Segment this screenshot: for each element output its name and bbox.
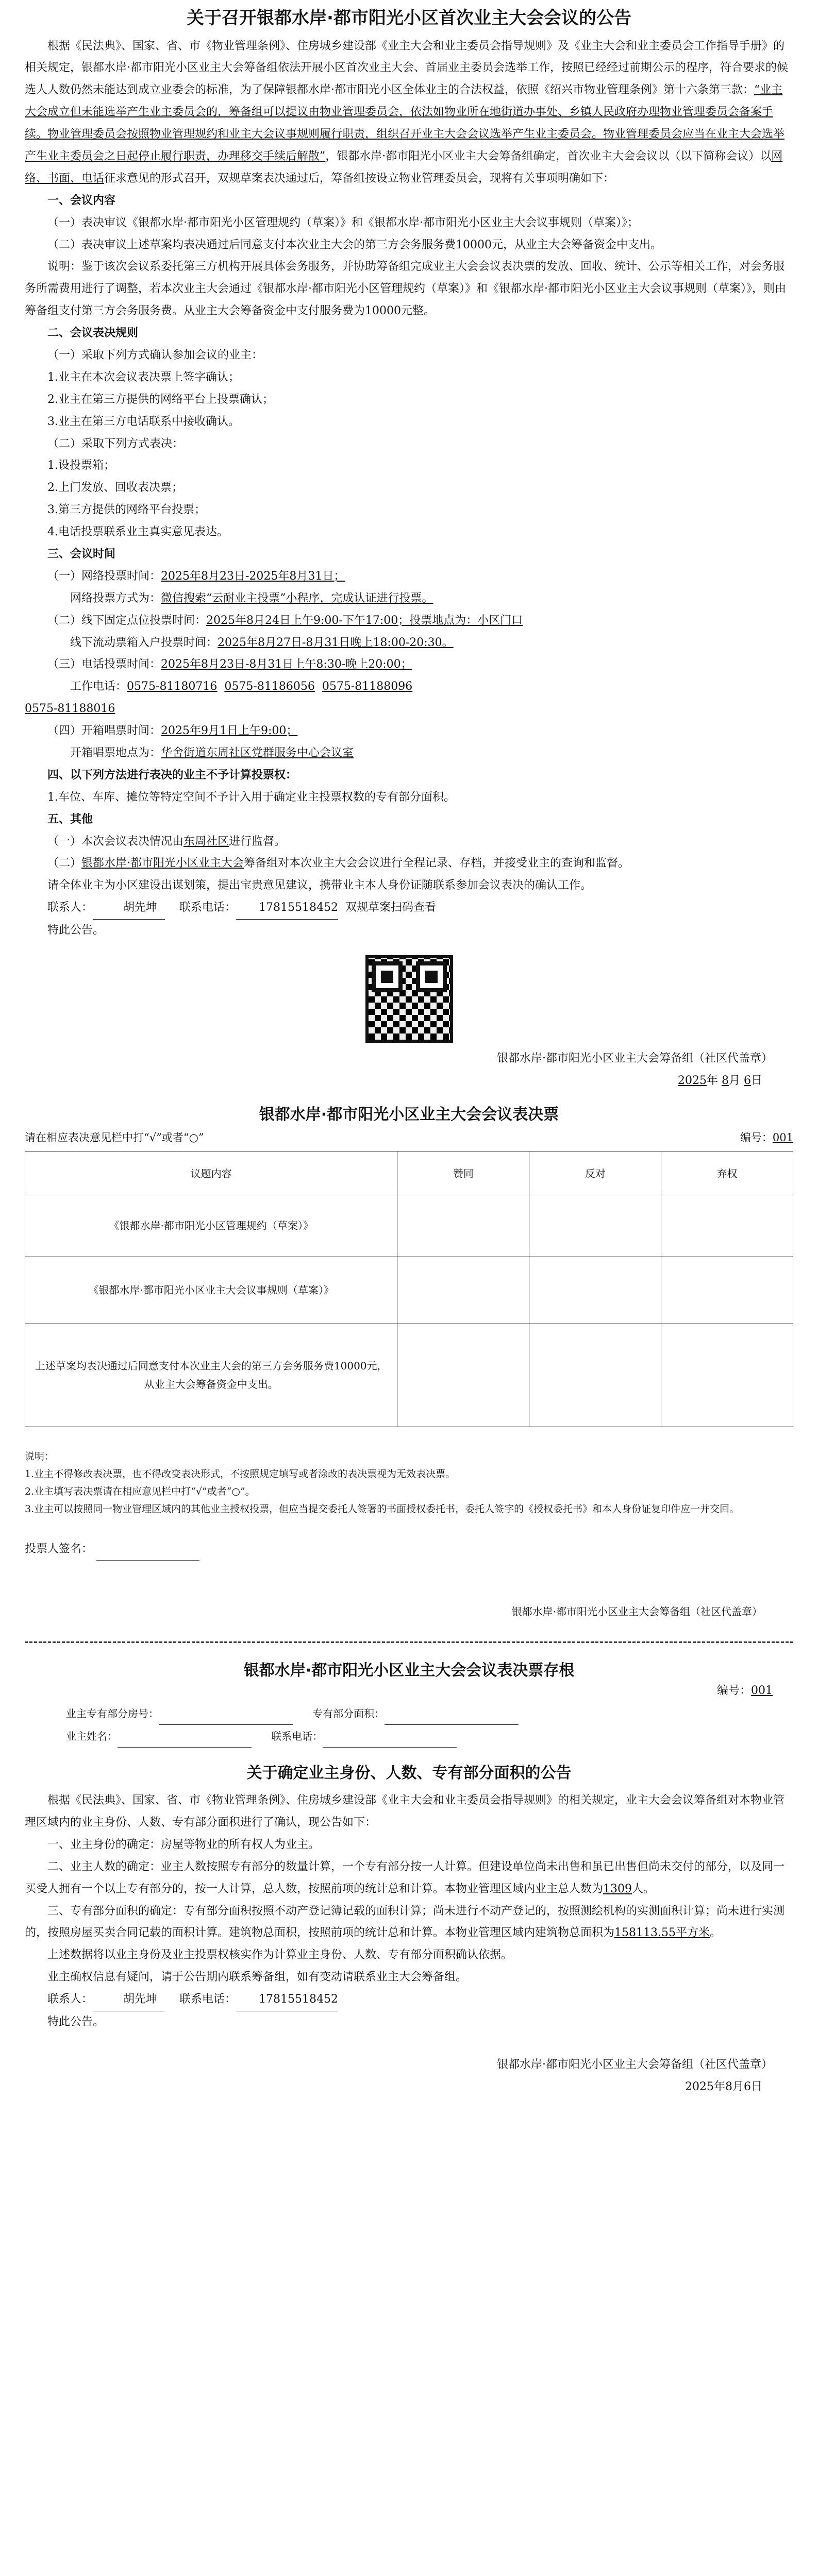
confirm-p3-text: 二、业主人数的确定：业主人数按照专有部分的数量计算，一个专有部分按一人计算。但建设单位尚未出售和虽已出售但尚未交付的部分，以及同一买受人拥有一个以上专有部分的，按一人计算，总人数，按照前项的统计总和计算。本物业管理区域内业主总人数为	[25, 1860, 785, 1895]
intro-text-4: 征求意见的形式召开，双规草案表决通过后，筹备组按设立物业管理委员会，现将有关事项明确如下：	[104, 172, 615, 185]
abstain-cell[interactable]	[661, 1324, 793, 1427]
time-4-value: 2025年8月23日-8月31日上午8:30-晚上20:00；	[161, 658, 412, 671]
item-1-2: （二）表决审议上述草案均表决通过后同意支付本次业主大会的第三方会务服务费10000元，从业主大会筹备资金中支出。	[47, 238, 662, 251]
confirm-contact-phone-label: 联系电话：	[179, 1993, 237, 2006]
signer-label: 投票人签名：	[25, 1543, 93, 1556]
time-2	[25, 610, 793, 632]
section-5-heading: 五、其他	[47, 812, 93, 826]
oppose-cell[interactable]	[529, 1324, 661, 1427]
ballot-header-row	[25, 1151, 793, 1195]
special-note: 特此公告。	[47, 924, 105, 937]
contact-name: 胡先坤	[93, 897, 165, 920]
stub-row-2	[66, 1725, 793, 1748]
time-5-value: 2025年9月1日上午9:00；	[161, 724, 298, 738]
phone-4: 0575-81188016	[25, 702, 115, 716]
signer-line	[25, 1538, 793, 1561]
cut-line	[25, 1641, 793, 1643]
confirm-sign-date: 2025年8月6日	[685, 2080, 762, 2093]
table-row	[25, 1324, 793, 1427]
owner-count: 1309	[603, 1882, 632, 1895]
stub-number	[25, 1680, 793, 1702]
contact-phone-label: 联系电话：	[179, 901, 237, 914]
section-3-heading: 三、会议时间	[47, 547, 116, 561]
intro-methods: 网络、书面、电话	[25, 149, 783, 185]
confirm-p2: 一、业主身份的确定：房屋等物业的所有权人为业主。	[47, 1838, 320, 1851]
time-3	[25, 632, 793, 654]
col-topic: 议题内容	[25, 1151, 397, 1195]
signer-field[interactable]	[96, 1549, 199, 1561]
time-5-place-value: 华舍街道东周社区党群服务中心会议室	[161, 747, 354, 759]
phone-label: 工作电话：	[70, 680, 127, 693]
section-2-heading: 二、会议表决规则	[47, 327, 139, 340]
field-phone-input[interactable]	[323, 1736, 457, 1748]
time-5-place-label: 开箱唱票地点为：	[70, 747, 161, 759]
table-row	[25, 1257, 793, 1324]
intro-quoted-regulation: “业主大会成立但未能选举产生业主委员会的，筹备组可以提议由物业管理委员会，依法如物业所在地街道办事处、乡镇人民政府办理物业管理委员会备案手续。物业管理委员会按照物业管理规约和业主大会议事规则履行职责，组织召开业主大会会议选举产生业主委员会。物业管理委员会应当在业主大会选举产生业主委员会之日起停止履行职责，办理移交手续后解散”	[25, 83, 785, 163]
col-approve: 赞同	[397, 1151, 529, 1195]
sign-day: 6	[743, 1074, 751, 1087]
rule-2-a: 1.设投票箱；	[47, 459, 115, 472]
closing-text: 请全体业主为小区建设出谋划策，提出宝贵意见建议，携带业主本人身份证随联系参加会议表决的确认工作。	[47, 879, 592, 892]
approve-cell[interactable]	[397, 1257, 529, 1324]
field-phone-label: 联系电话：	[271, 1730, 323, 1743]
intro-text-1: 根据《民法典》、国家、省、市《物业管理条例》、住房城乡建设部《业主大会和业主委员会指导规则》及《业主大会和业主委员会工作指导手册》的相关规定，银都水岸·都市阳光小区业主大会筹备组依法开展小区首次业主大会、首届业主委员会选举工作，按照已经经过前期公示的程序，符合要求的候选人人数仍然未能达到成立业委会的标准，为了保障	[25, 39, 788, 97]
note-1: 1.业主不得修改表决票，也不得改变表决形式，不按照规定填写或者涂改的表决票视为无效表决票。	[25, 1468, 456, 1480]
item-1-1: （一）表决审议《银都水岸·都市阳光小区管理规约（草案）》和《银都水岸·都市阳光小区业主大会议事规则（草案）》；	[47, 216, 639, 229]
time-4	[25, 654, 793, 676]
oppose-cell[interactable]	[529, 1195, 661, 1257]
rule-1-b: 2.业主在第三方提供的网络平台上投票确认；	[47, 393, 274, 406]
time-2-value: 2025年8月24日上午9:00-下午17:00；投票地点为：	[206, 614, 478, 627]
field-area-input[interactable]	[385, 1713, 519, 1725]
confirm-p6: 业主确权信息有疑问，请于公告期内联系筹备组，如有变动请联系业主大会筹备组。	[47, 1971, 468, 1984]
item-1-note: 说明：鉴于该次会议系委托第三方机构开展具体会务服务，并协助筹备组完成业主大会会议表决票的发放、回收、统计、公示等相关工作，对会务服务所需费用进行了调整，若本次业主大会通过《银都水岸·都市阳光小区管理规约（草案）》和《银都水岸·都市阳光小区业主大会议事规则（草案）》，则由筹备组支付第三方会务服务费。从业主大会筹备资金中支付服务费为10000元整。	[25, 260, 786, 318]
time-1-way	[25, 588, 793, 610]
rule-2: （二）采取下列方式表决：	[47, 437, 184, 450]
other-1-text-a: （一）本次会议表决情况由	[47, 835, 184, 848]
topic-cell: 《银都水岸·都市阳光小区业主大会议事规则（草案）》	[25, 1257, 397, 1324]
notice-sign-org: 银都水岸·都市阳光小区业主大会筹备组（社区代盖章）	[497, 1052, 773, 1065]
contact-label: 联系人：	[47, 901, 93, 914]
abstain-cell[interactable]	[661, 1195, 793, 1257]
approve-cell[interactable]	[397, 1195, 529, 1257]
stub-top-org: 银都水岸·都市阳光小区业主大会筹备组（社区代盖章）	[511, 1605, 762, 1618]
phone-1: 0575-81180716	[127, 680, 218, 693]
stub-number-value: 001	[751, 1684, 773, 1698]
notice-sign-date	[25, 1070, 793, 1092]
contact-phone: 17815518452	[236, 897, 338, 920]
confirm-title: 关于确定业主身份、人数、专有部分面积的公告	[246, 1764, 572, 1783]
time-1-label: （一）网络投票时间：	[47, 569, 161, 583]
ballot-number-value: 001	[772, 1131, 793, 1144]
total-area: 158113.55平方米	[614, 1926, 710, 1940]
time-1-way-value: 微信搜索“云耐业主投票”小程序，完成认证进行投票。	[161, 591, 433, 605]
ballot-head	[25, 1128, 793, 1148]
year-char: 年	[706, 1074, 718, 1087]
rule-1: （一）采取下列方式确认参加会议的业主：	[47, 348, 263, 362]
time-3-value: 2025年8月27日-8月31日晚上18:00-20:30。	[218, 636, 454, 649]
oppose-cell[interactable]	[529, 1257, 661, 1324]
other-1	[25, 831, 793, 853]
qr-caption: 双规草案扫码查看	[345, 901, 436, 914]
phone-3: 0575-81188096	[322, 680, 413, 693]
confirm-special: 特此公告。	[47, 2015, 105, 2029]
month-char: 月	[728, 1074, 740, 1087]
rule-1-c: 3.业主在第三方电话联系中接收确认。	[47, 415, 240, 428]
confirm-contact-name: 胡先坤	[93, 1989, 165, 2011]
intro-text-3: ，银都水岸·都市阳光小区业主大会筹备组确定，首次业主大会会议以（以下简称会议）以	[325, 149, 772, 163]
confirm-p4-end: 。	[710, 1926, 722, 1940]
col-abstain: 弃权	[661, 1151, 793, 1195]
ballot-number-label: 编号：	[740, 1131, 773, 1144]
other-2	[25, 853, 793, 875]
time-5	[25, 720, 793, 742]
stub-title: 银都水岸·都市阳光小区业主大会会议表决票存根	[243, 1662, 575, 1680]
field-owner-label: 业主专有部分房号：	[66, 1707, 159, 1720]
confirm-sign-org: 银都水岸·都市阳光小区业主大会筹备组（社区代盖章）	[497, 2058, 773, 2071]
confirm-p4-text: 三、专有部分面积的确定：专有部分面积按照不动产登记簿记载的面积计算；尚未进行不动产登记的，按照测绘机构的实测面积计算；尚未进行实测的，按照房屋买卖合同记载的面积计算。建筑物总面积，按照前项的统计总和计算。本物业管理区域内建筑物总面积为	[25, 1904, 785, 1940]
field-owner-input[interactable]	[159, 1713, 293, 1725]
confirm-p5: 上述数据将以业主身份及业主投票权核实作为计算业主身份、人数、专有部分面积确认依据。	[47, 1948, 513, 1962]
section-4-text: 1.车位、车库、摊位等特定空间不予计入用于确定业主投票权数的专有部分面积。	[47, 790, 455, 804]
other-2-org: 银都水岸·都市阳光小区业主大会	[81, 857, 244, 870]
time-3-label: 线下流动票箱入户投票时间：	[70, 636, 218, 649]
rule-2-d: 4.电话投票联系业主真实意见表达。	[47, 526, 228, 539]
phone-line-2	[25, 698, 793, 720]
confirm-contact-label: 联系人：	[47, 1993, 93, 2006]
rule-1-a: 1.业主在本次会议表决票上签字确认；	[47, 370, 240, 384]
time-1	[25, 566, 793, 588]
phone-2: 0575-81186056	[224, 680, 315, 693]
qr-code[interactable]	[365, 955, 453, 1043]
other-1-org: 东周社区	[183, 835, 229, 848]
field-area-label: 专有部分面积：	[312, 1707, 385, 1720]
phone-line	[25, 676, 793, 698]
other-2-text-a: （二）	[47, 857, 82, 870]
field-name-input[interactable]	[118, 1736, 252, 1748]
stub-fields	[25, 1702, 793, 1748]
time-5-place	[25, 742, 793, 765]
ballot-title: 银都水岸·都市阳光小区业主大会会议表决票	[259, 1105, 559, 1124]
confirm-p1: 根据《民法典》、国家、省、市《物业管理条例》、住房城乡建设部《业主大会和业主委员会指导规则》的相关规定，业主大会会议筹备组对本物业管理区域内的业主身份、人数、专有部分面积进行了确认，现公告如下：	[25, 1794, 785, 1829]
sign-year: 2025	[677, 1074, 707, 1087]
ballot-instruction: 请在相应表决意见栏中打“√”或者“○”	[25, 1131, 204, 1144]
confirm-contact-phone: 17815518452	[236, 1989, 338, 2011]
day-char: 日	[750, 1074, 762, 1087]
rule-2-c: 3.第三方提供的网络平台投票；	[47, 503, 206, 517]
sign-month: 8	[721, 1074, 729, 1087]
time-2-place: 小区门口	[477, 614, 523, 627]
other-2-text-b: 筹备组对本次业主大会会议进行全程记录、存档，并接受业主的查询和监督。	[244, 857, 630, 870]
section-4-heading: 四、以下列方法进行表决的业主不予计算投票权：	[47, 768, 297, 782]
other-1-text-b: 进行监督。	[229, 835, 286, 848]
approve-cell[interactable]	[397, 1324, 529, 1427]
notice-intro	[25, 36, 793, 190]
note-3: 3.业主可以按照同一物业管理区域内的其他业主授权投票，但应当提交委托人签署的书面授权委托书，委托人签字的《授权委托书》和本人身份证复印件应一并交回。	[25, 1503, 740, 1515]
notes-title: 说明：	[25, 1450, 55, 1462]
table-row	[25, 1195, 793, 1257]
time-4-label: （三）电话投票时间：	[47, 658, 161, 671]
topic-cell: 《银都水岸·都市阳光小区管理规约（草案）》	[25, 1195, 397, 1257]
time-1-value: 2025年8月23日-2025年8月31日；	[161, 569, 345, 583]
note-2: 2.业主填写表决票请在相应意见栏中打“√”或者“○”。	[25, 1485, 255, 1497]
topic-cell: 上述草案均表决通过后同意支付本次业主大会的第三方会务服务费10000元，从业主大会筹备资金中支出。	[25, 1324, 397, 1427]
intro-text-2: 银都水岸·都市阳光小区全体业主的合法权益，依照《绍兴市物业管理条例》第十六条第三款：	[286, 83, 755, 97]
rule-2-b: 2.上门发放、回收表决票；	[47, 481, 183, 495]
section-1-heading: 一、会议内容	[47, 194, 116, 207]
notice-section	[25, 7, 793, 2098]
stub-number-label: 编号：	[716, 1684, 751, 1698]
confirm-p4	[25, 1901, 793, 1945]
ballot-number	[740, 1128, 793, 1148]
col-oppose: 反对	[529, 1151, 661, 1195]
field-name-label: 业主姓名：	[66, 1730, 118, 1743]
time-5-label: （四）开箱唱票时间：	[47, 724, 161, 738]
ballot-table	[25, 1151, 793, 1427]
confirm-p3	[25, 1856, 793, 1901]
time-2-label: （二）线下固定点位投票时间：	[47, 614, 207, 627]
stub-row-1	[66, 1702, 793, 1725]
ballot-notes	[25, 1448, 793, 1518]
time-1-way-label: 网络投票方式为：	[70, 591, 161, 605]
contact-line	[25, 897, 793, 920]
confirm-contact	[25, 1989, 793, 2011]
notice-title: 关于召开银都水岸·都市阳光小区首次业主大会会议的公告	[187, 8, 631, 28]
abstain-cell[interactable]	[661, 1257, 793, 1324]
confirm-p3-end: 人。	[632, 1882, 655, 1895]
